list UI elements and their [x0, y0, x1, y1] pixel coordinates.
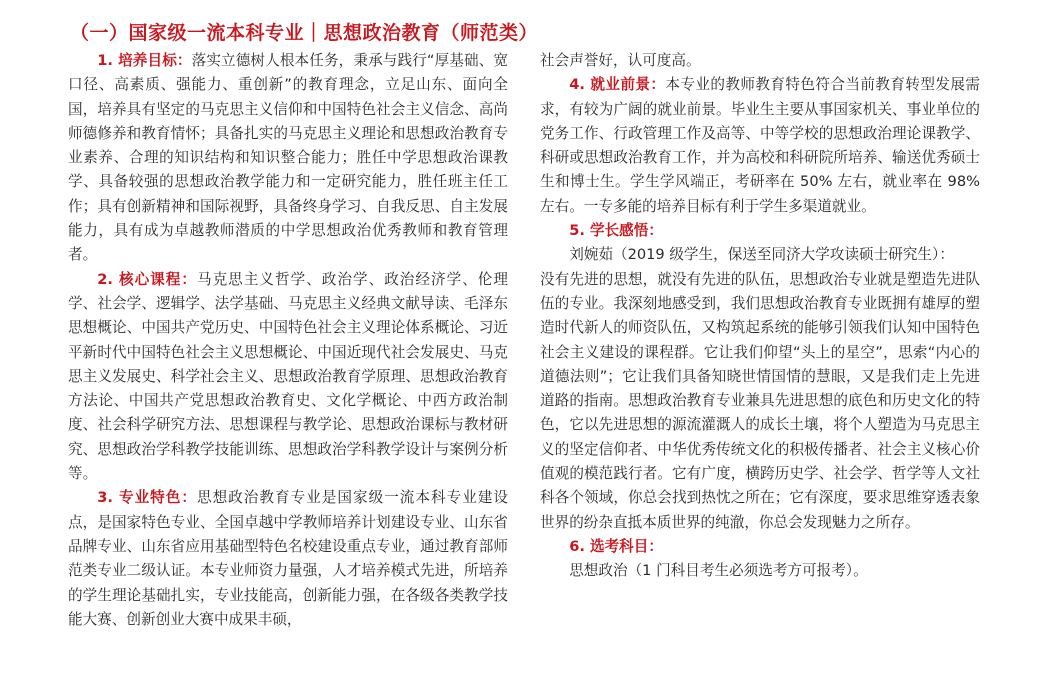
section-training-goals	[68, 49, 508, 268]
section-features	[68, 486, 508, 632]
section-heading: 3. 专业特色：	[97, 489, 197, 507]
page-title: （一）国家级一流本科专业｜思想政治教育（师范类）	[70, 22, 539, 44]
section-heading: 4. 就业前景：	[569, 76, 666, 94]
section-heading: 2. 核心课程：	[97, 270, 197, 288]
testimonial-author: 刘婉茹（2019 级学生，保送至同济大学攻读硕士研究生）：	[569, 246, 954, 264]
section-core-courses	[68, 268, 508, 487]
left-column	[68, 49, 508, 632]
section-body: 落实立德树人根本任务，秉承与践行“厚基础、宽口径、高素质、强能力、重创新”的教育理念，立足山东、面向全国，培养具有坚定的马克思主义信仰和中国特色社会主义信念、高尚师德修养和教育情怀；具备扎实的马克思主义理论和思想政治教育专业素养、合理的知识结构和知识整合能力；胜任中学思想政治课教学、具备较强的思想政治教学能力和一定研究能力，胜任班主任工作；具有创新精神和国际视野，具备终身学习、自我反思、自主发展能力，具有成为卓越教师潜质的中学思想政治优秀教师和教育管理者。	[68, 52, 508, 264]
section-testimonial-heading	[540, 219, 980, 243]
section-employment	[540, 73, 980, 219]
section-subjects-body: 思想政治（1 门科目考生必须选考方可报考）。	[569, 562, 868, 580]
section-heading: 6. 选考科目：	[569, 537, 663, 555]
section-body: 马克思主义哲学、政治学、政治经济学、伦理学、社会学、逻辑学、法学基础、马克思主义经典文献导读、毛泽东思想概论、中国共产党历史、中国特色社会主义理论体系概论、习近平新时代中国特色社会主义思想概论、中国近现代社会发展史、马克思主义发展史、科学社会主义、思想政治教育学原理、思想政治教育方法论、中国共产党思想政治教育史、文化学概论、中西方政治制度、社会科学研究方法、思想课程与教学论、思想政治课标与教材研究、思想政治学科教学技能训练、思想政治学科教学设计与案例分析等。	[68, 270, 508, 483]
section-body: 思想政治教育专业是国家级一流本科专业建设点，是国家特色专业、全国卓越中学教师培养计划建设专业、山东省品牌专业、山东省应用基础型特色名校建设重点专业，通过教育部师范类专业二级认证。本专业师资力量强，人才培养模式先进，所培养的学生理论基础扎实，专业技能高，创新能力强，在各级各类教学技能大赛、创新创业大赛中成果丰硕，	[68, 489, 508, 628]
testimonial-body: 没有先进的思想，就没有先进的队伍，思想政治专业就是塑造先进队伍的专业。我深刻地感受到，我们思想政治教育专业既拥有雄厚的塑造时代新人的师资队伍，又构筑起系统的能够引领我们认知中国特色社会主义建设的课程群。它让我们仰望“头上的星空”，思索“内心的道德法则”；它让我们具备知晓世情国情的慧眼，又是我们走上先进道路的指南。思想政治教育专业兼具先进思想的底色和历史文化的特色，它以先进思想的源流灌溉人的成长土壤，将个人塑造为马克思主义的坚定信仰者、中华优秀传统文化的积极传播者、社会主义核心价值观的模范践行者。它有广度，横跨历史学、社会学、哲学等人文社科各个领域，你总会找到热忱之所在；它有深度，要求思维穿透表象世界的纷杂直抵本质世界的纯澈，你总会发现魅力之所存。	[540, 270, 980, 531]
right-column	[540, 49, 980, 584]
section-heading: 1. 培养目标：	[97, 52, 192, 69]
section-subjects-heading	[540, 535, 980, 559]
section-features-continued: 社会声誉好，认可度高。	[540, 52, 701, 69]
section-body: 本专业的教师教育特色符合当前教育转型发展需求，有较为广阔的就业前景。毕业生主要从事国家机关、事业单位的党务工作、行政管理工作及高等、中等学校的思想政治理论课教学、科研或思想政治教育工作，并为高校和科研院所培养、输送优秀硕士生和博士生。学生学风端正，考研率在 50% 左右，就业率在 98% 左右。一专多能的培养目标有利于学生多渠道就业。	[540, 76, 980, 215]
section-heading: 5. 学长感悟：	[569, 222, 663, 240]
